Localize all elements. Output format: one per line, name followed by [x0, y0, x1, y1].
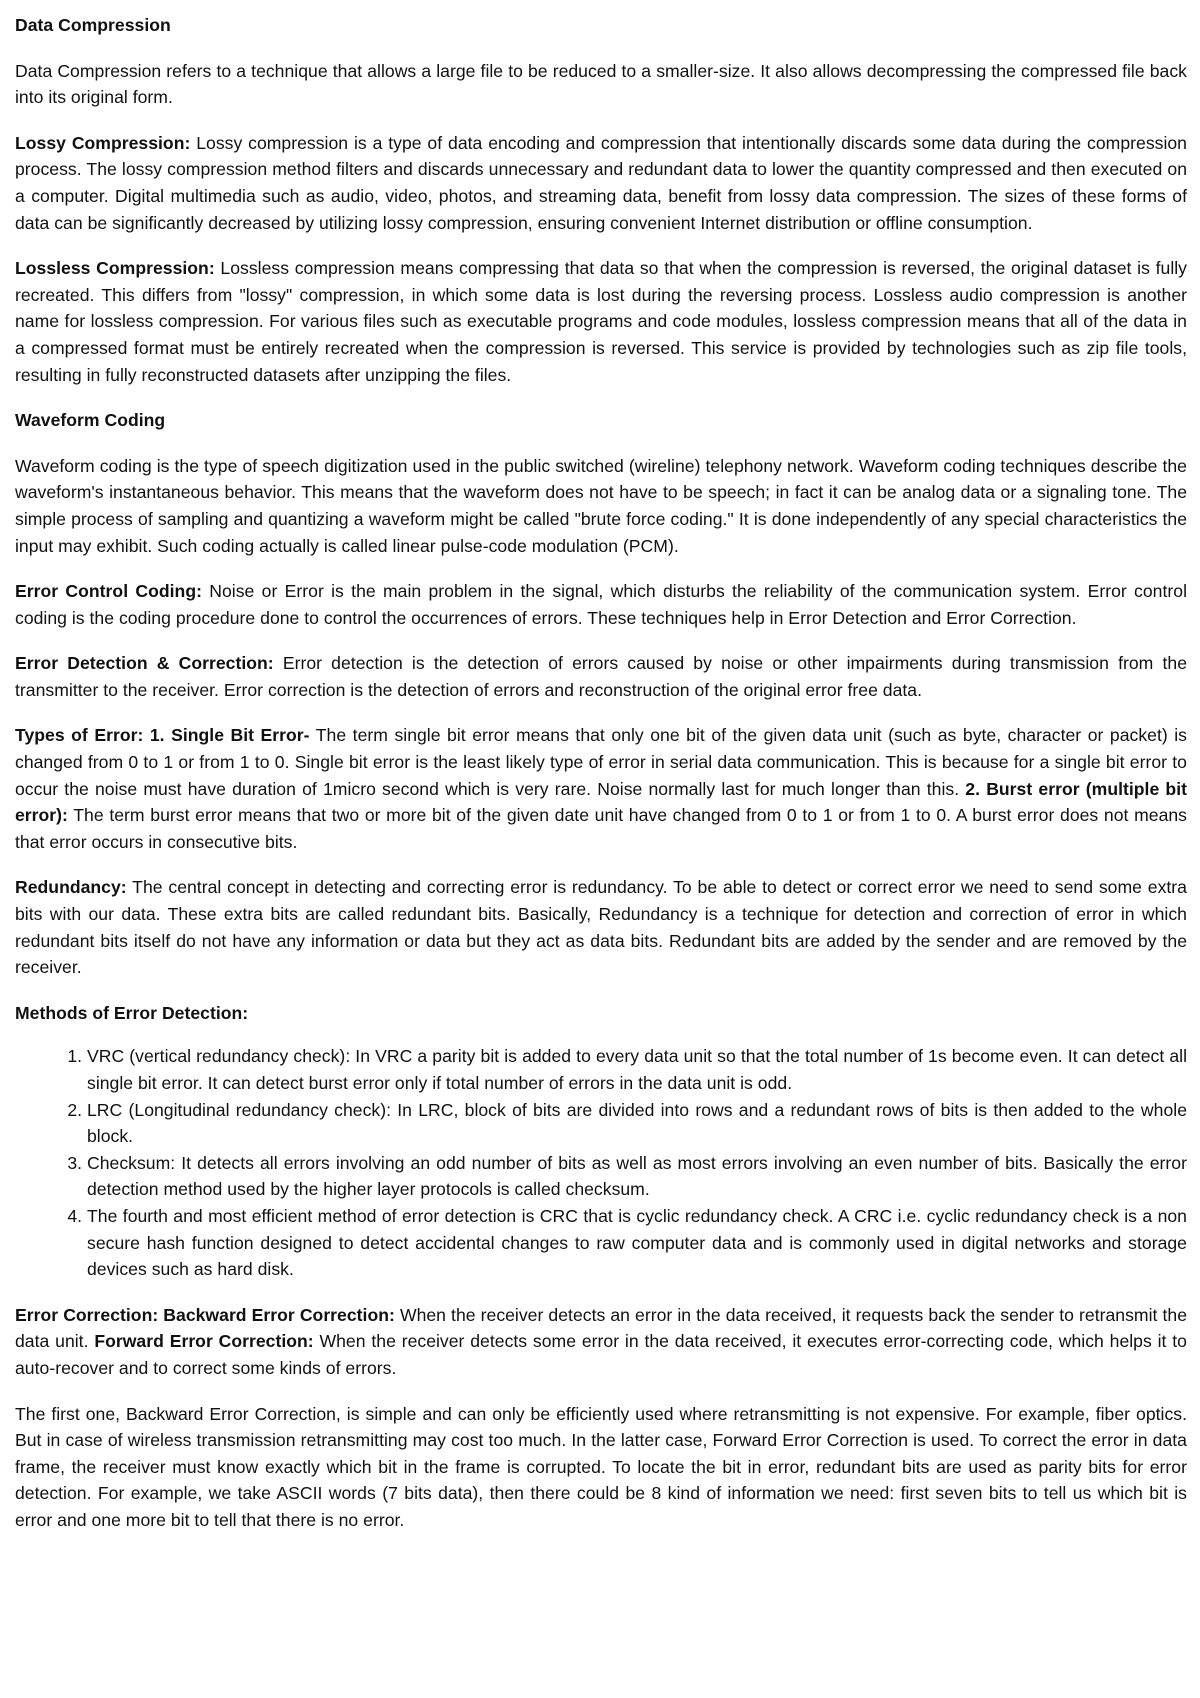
list-item: 3. Checksum: It detects all errors involving an odd number of bits as well as most errors involving an even number of bits. Basically the error detection method used by the higher layer protocols is called checksum. [87, 1150, 1187, 1203]
redundancy-paragraph [15, 874, 1187, 980]
error-detection-correction-label: Error Detection & Correction: [15, 653, 274, 674]
error-correction-label: Error Correction: Backward Error Correction: [15, 1304, 395, 1325]
types-of-error-label: Types of Error: 1. Single Bit Error- [15, 725, 310, 746]
burst-error-text: The term burst error means that two or more bit of the given date unit have changed from 0 to 1 or from 1 to 0. A burst error does not means that error occurs in consecutive bits. [15, 805, 1187, 852]
list-item: 1. VRC (vertical redundancy check): In VRC a parity bit is added to every data unit so that the total number of 1s become even. It can detect all single bit error. It can detect burst error only if total number of errors in the data unit is odd. [87, 1043, 1187, 1096]
list-item: 2. LRC (Longitudinal redundancy check): In LRC, block of bits are divided into rows and a redundant rows of bits is then added to the whole block. [87, 1097, 1187, 1150]
waveform-coding-heading: Waveform Coding [15, 410, 166, 431]
types-of-error-paragraph [15, 722, 1187, 855]
redundancy-label: Redundancy: [15, 877, 127, 898]
redundancy-text: The central concept in detecting and correcting error is redundancy. To be able to detect or correct error we need to send some extra bits with our data. These extra bits are called redundant bits. Basically, Redundancy is a technique for detection and correction of error in which redundant bits itself do not have any information or data but they act as data bits. Redundant bits are added by the sender and are removed by the receiver. [15, 877, 1187, 978]
lossless-compression-label: Lossless Compression: [15, 258, 215, 279]
burst-error-label: 2. Burst error (multiple bit error): [15, 778, 1187, 826]
lossy-compression-label: Lossy Compression: [15, 132, 191, 153]
methods-list [15, 1043, 1187, 1282]
methods-heading: Methods of Error Detection: [15, 1002, 249, 1023]
error-detection-correction-paragraph [15, 650, 1187, 703]
data-compression-heading: Data Compression [15, 15, 171, 35]
error-correction-paragraph [15, 1302, 1187, 1382]
error-control-paragraph [15, 578, 1187, 631]
error-control-text: Noise or Error is the main problem in the signal, which disturbs the reliability of the communication system. Error control coding is the coding procedure done to control the occurrences of errors. These techniques help in Error Detection and Error Correction. [15, 581, 1188, 628]
forward-error-correction-text: When the receiver detects some error in the data received, it executes error-correcting code, which helps it to auto-recover and to correct some kinds of errors. [15, 1331, 1187, 1378]
forward-error-correction-label: Forward Error Correction: [94, 1331, 314, 1352]
lossless-compression-text: Lossless compression means compressing that data so that when the compression is reversed, the original dataset is fully recreated. This differs from "lossy" compression, in which some data is lost during the reversing process. Lossless audio compression is another name for lossless compression. For various files such as executable programs and code modules, lossless compression means that all of the data in a compressed format must be entirely recreated when the compression is reversed. This service is provided by technologies such as zip file tools, resulting in fully reconstructed datasets after unzipping the files. [15, 258, 1187, 385]
closing-paragraph: The first one, Backward Error Correction, is simple and can only be efficiently used where retransmitting is not expensive. For example, fiber optics. But in case of wireless transmission retransmitting may cost too much. In the latter case, Forward Error Correction is used. To correct the error in data frame, the receiver must know exactly which bit in the frame is corrupted. To locate the bit in error, redundant bits are used as parity bits for error detection. For example, we take ASCII words (7 bits data), then there could be 8 kind of information we need: first seven bits to tell us which bit is error and one more bit to tell that there is no error. [15, 1403, 1187, 1530]
backward-error-correction-text: When the receiver detects an error in the data received, it requests back the sender to retransmit the data unit. [15, 1304, 1188, 1352]
waveform-coding-text: Waveform coding is the type of speech digitization used in the public switched (wireline) telephony network. Waveform coding techniques describe the waveform's instantaneous behavior. This means that the waveform does not have to be speech; in fact it can be analog data or a signaling tone. The simple process of sampling and quantizing a waveform might be called "brute force coding." It is done independently of any special characteristics the input may exhibit. Such coding actually is called linear pulse-code modulation (PCM). [15, 455, 1187, 556]
lossy-compression-text: Lossy compression is a type of data encoding and compression that intentionally discards some data during the compression process. The lossy compression method filters and discards unnecessary and redundant data to lower the quantity compressed and then executed on a computer. Digital multimedia such as audio, video, photos, and streaming data, benefit from lossy data compression. The sizes of these forms of data can be significantly decreased by utilizing lossy compression, ensuring convenient Internet distribution or offline consumption. [15, 132, 1187, 233]
lossy-compression-paragraph [15, 130, 1187, 236]
list-item: 4. The fourth and most efficient method of error detection is CRC that is cyclic redundancy check. A CRC i.e. cyclic redundancy check is a non secure hash function designed to detect accidental changes to raw computer data and is commonly used in digital networks and storage devices such as hard disk. [87, 1203, 1187, 1283]
lossless-compression-paragraph [15, 255, 1187, 388]
single-bit-error-text: The term single bit error means that only one bit of the given data unit (such as byte, character or packet) is changed from 0 to 1 or from 1 to 0. Single bit error is the least likely type of error in serial data communication. This is because for a single bit error to occur the noise must have duration of 1micro second which is very rare. Noise normally last for much longer than this. [15, 725, 1187, 799]
error-control-label: Error Control Coding: [15, 581, 202, 602]
data-compression-intro: Data Compression refers to a technique that allows a large file to be reduced to a smaller-size. It also allows decompressing the compressed file back into its original form. [15, 60, 1187, 108]
error-detection-correction-text: Error detection is the detection of errors caused by noise or other impairments during transmission from the transmitter to the receiver. Error correction is the detection of errors and reconstruction of the original error free data. [15, 653, 1188, 700]
